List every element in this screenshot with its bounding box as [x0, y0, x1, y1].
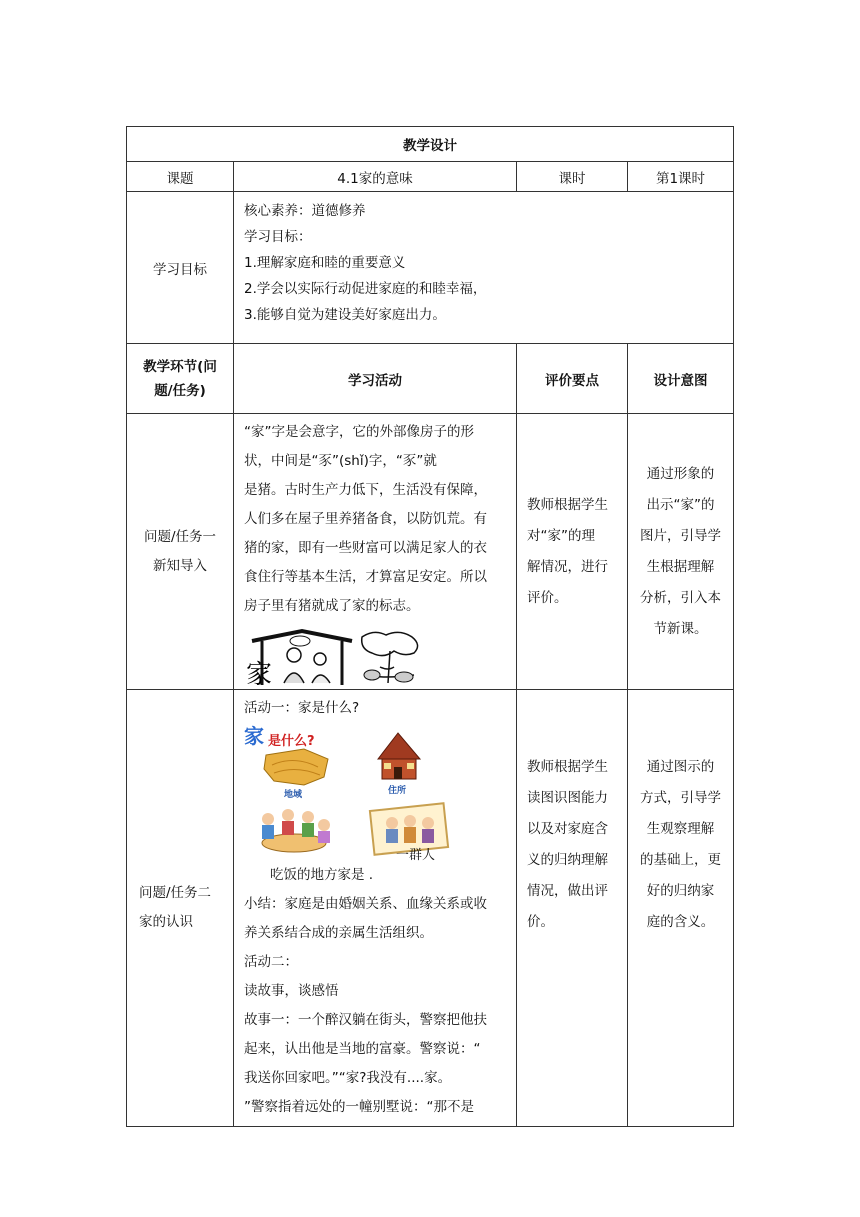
jia-glyph: 家	[246, 660, 273, 685]
caption-people: 一群人	[396, 848, 436, 863]
objective-line: 3.能够自觉为建设美好家庭出力。	[244, 307, 446, 323]
task1-evaluation: 教师根据学生 对“家”的理 解情况，进行 评价。	[517, 414, 628, 690]
task1-activity	[234, 414, 517, 690]
period-label: 课时	[517, 162, 628, 192]
objectives-label: 学习目标	[127, 192, 234, 344]
objective-line: 学习目标：	[244, 229, 312, 245]
task1-intent: 通过形象的 出示“家”的 图片，引导学 生根据理解 分析，引入本 节新课。	[628, 414, 734, 690]
text-line: 食住行等基本生活，才算富足安定。所以	[244, 569, 487, 585]
image-title-char: 家	[244, 725, 264, 748]
task2-label: 问题/任务二 家的认识	[127, 690, 234, 1127]
topic-value: 4.1家的意味	[234, 162, 517, 192]
caption-house: 住所	[388, 786, 407, 796]
caption-eat: 吃饭的地方家是 .	[270, 867, 374, 883]
task2-evaluation: 教师根据学生 读图识图能力 以及对家庭含 义的归纳理解 情况，做出评 价。	[517, 690, 628, 1127]
jia-character-illustration	[244, 627, 424, 685]
text-line: 是猪。古时生产力低下，生活没有保障，	[244, 482, 487, 498]
topic-label: 课题	[127, 162, 234, 192]
task1-label: 问题/任务一 新知导入	[127, 414, 234, 690]
objective-line: 2.学会以实际行动促进家庭的和睦幸福，	[244, 281, 487, 297]
text-line: 读故事，谈感悟	[244, 983, 339, 999]
text-line: 我送你回家吧。”“家?我没有....家。	[244, 1070, 452, 1086]
text-line: 人们多在屋子里养猪备食，以防饥荒。有	[244, 511, 487, 527]
text-line: 故事一：一个醉汉躺在街头，警察把他扶	[244, 1012, 487, 1028]
text-line: 猪的家，即有一些财富可以满足家人的衣	[244, 540, 487, 556]
period-value: 第1课时	[628, 162, 734, 192]
table-title: 教学设计	[127, 127, 734, 162]
header-phase: 教学环节(问 题/任务)	[127, 344, 234, 414]
caption-land: 地域	[284, 790, 303, 800]
text-line: 状，中间是“豕”(shǐ)字，“豕”就	[244, 453, 437, 469]
text-line: 房子里有猪就成了家的标志。	[244, 598, 420, 614]
what-is-home-illustration	[244, 725, 464, 867]
lesson-plan-table	[126, 126, 734, 1127]
image-title-rest: 是什么?	[268, 734, 315, 749]
header-evaluation: 评价要点	[517, 344, 628, 414]
objectives-content	[234, 192, 734, 344]
objective-line: 核心素养：道德修养	[244, 203, 366, 219]
text-line: 起来，认出他是当地的富豪。警察说：“	[244, 1041, 481, 1057]
text-line: 养关系结合成的亲属生活组织。	[244, 925, 433, 941]
text-line: ”警察指着远处的一幢别墅说：“那不是	[244, 1099, 474, 1115]
text-line: 活动二：	[244, 954, 298, 970]
objective-line: 1.理解家庭和睦的重要意义	[244, 255, 406, 271]
text-line: 小结：家庭是由婚姻关系、血缘关系或收	[244, 896, 487, 912]
header-activity: 学习活动	[234, 344, 517, 414]
text-line: “家”字是会意字，它的外部像房子的形	[244, 424, 474, 440]
task2-activity	[234, 690, 517, 1127]
task2-intent: 通过图示的 方式，引导学 生观察理解 的基础上，更 好的归纳家 庭的含义。	[628, 690, 734, 1127]
activity-heading: 活动一：家是什么?	[244, 700, 360, 716]
header-intent: 设计意图	[628, 344, 734, 414]
